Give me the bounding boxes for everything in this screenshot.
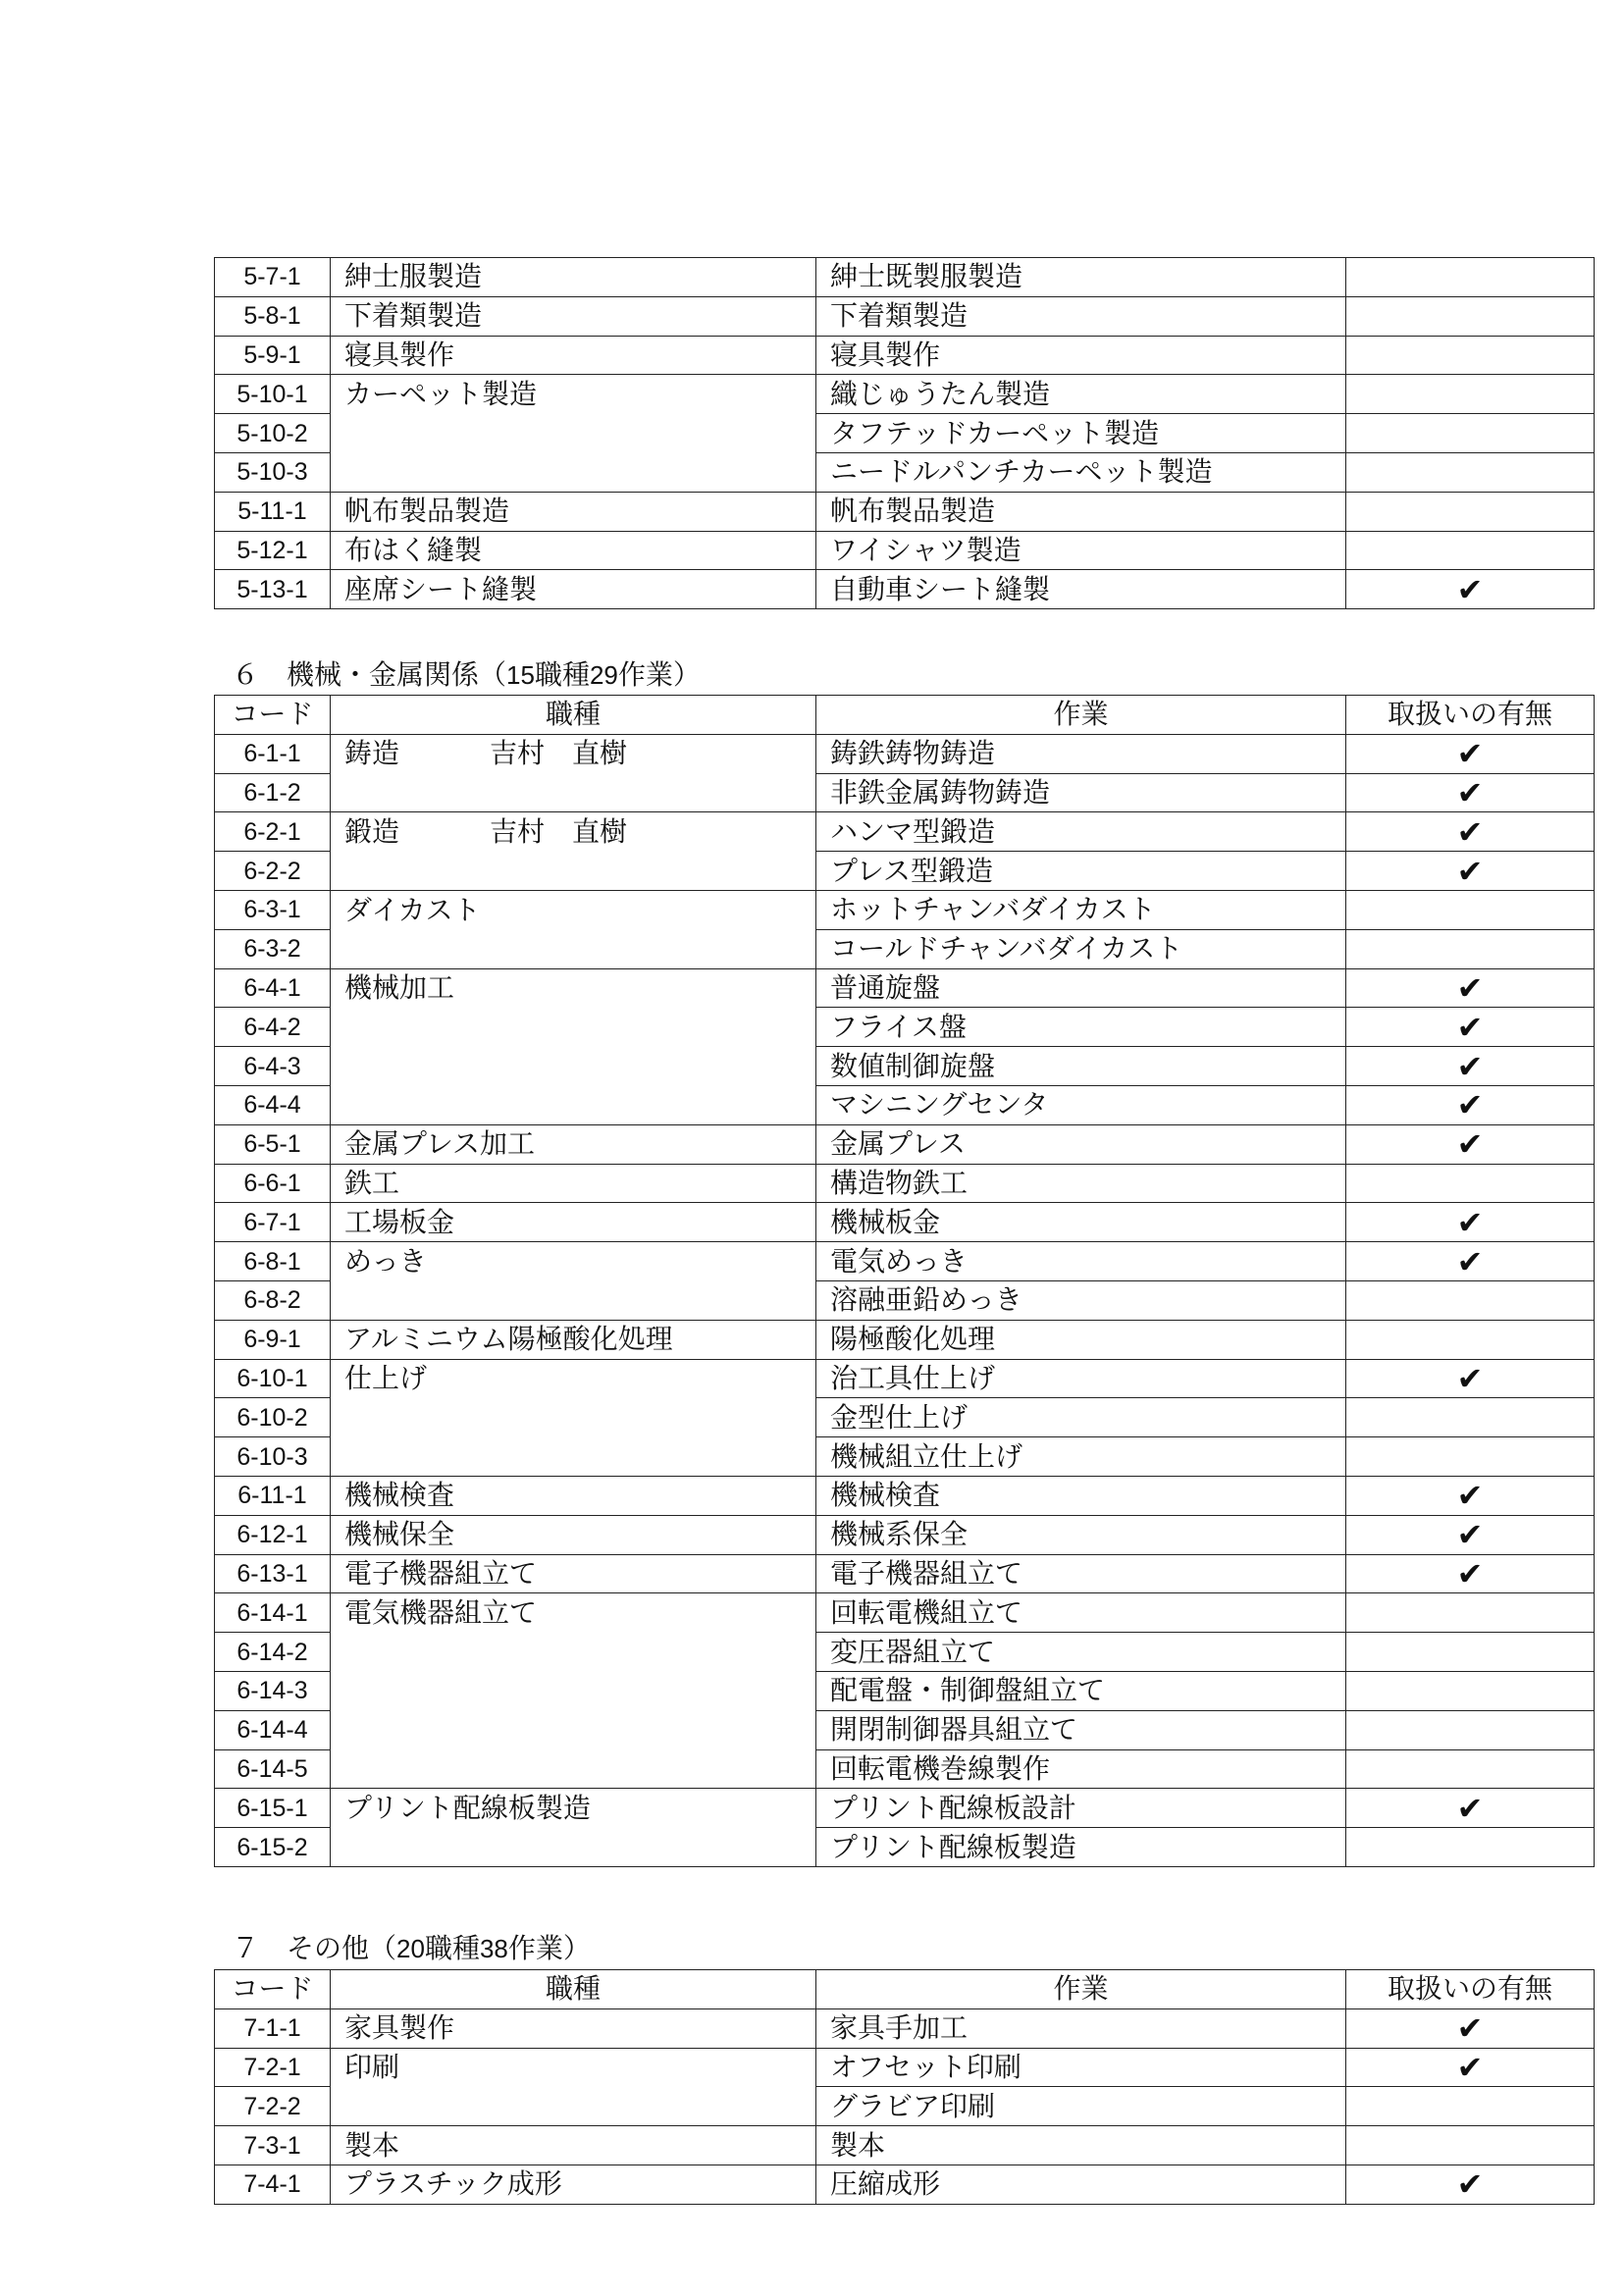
- header-job: 職種: [331, 1970, 816, 2009]
- work-cell: ニードルパンチカーペット製造: [816, 452, 1346, 492]
- check-cell: [1346, 2087, 1595, 2126]
- check-cell: [1346, 1633, 1595, 1672]
- job-name: 紳士服製造: [344, 260, 483, 293]
- code-cell: 6-10-2: [215, 1398, 331, 1437]
- code-cell: 6-4-2: [215, 1008, 331, 1047]
- check-cell: [1346, 1749, 1595, 1789]
- job-cell: [331, 2126, 816, 2165]
- work-cell: 家具手加工: [816, 2008, 1346, 2048]
- job-name: プラスチック成形: [344, 2167, 562, 2201]
- job-name: 鉄工: [344, 1166, 400, 1199]
- check-cell: [1346, 890, 1595, 929]
- work-cell: 機械検査: [816, 1476, 1346, 1515]
- check-mark-icon: ✔: [1456, 852, 1484, 890]
- table-row: [215, 414, 1595, 453]
- table-row: [215, 1242, 1595, 1281]
- header-job: 職種: [331, 696, 816, 735]
- check-mark-icon: ✔: [1456, 735, 1484, 773]
- table-row: [215, 336, 1595, 375]
- work-cell: 製本: [816, 2126, 1346, 2165]
- code-cell: 5-9-1: [215, 336, 331, 375]
- work-cell: 治工具仕上げ: [816, 1359, 1346, 1398]
- job-name: 機械保全: [344, 1518, 455, 1551]
- check-mark-icon: ✔: [1456, 968, 1484, 1007]
- code-cell: 7-1-1: [215, 2008, 331, 2048]
- section6-rows: [215, 734, 1595, 1866]
- table-row: [215, 852, 1595, 891]
- table-row: [215, 1124, 1595, 1164]
- job-cell: [331, 1671, 816, 1710]
- job-name: 布はく縫製: [344, 533, 483, 566]
- table-row: [215, 1164, 1595, 1203]
- job-cell: [331, 1203, 816, 1242]
- job-cell: [331, 1633, 816, 1672]
- work-cell: 下着類製造: [816, 296, 1346, 336]
- check-mark-icon: ✔: [1456, 1359, 1484, 1397]
- check-cell: [1346, 296, 1595, 336]
- job-cell: [331, 1124, 816, 1164]
- section7-heading: [232, 1931, 591, 1966]
- table-row: [215, 1320, 1595, 1359]
- code-cell: 6-5-1: [215, 1124, 331, 1164]
- job-name: 電気機器組立て: [344, 1595, 538, 1629]
- section7-heading-suffix: 作業）: [507, 1932, 591, 1964]
- table-row: [215, 812, 1595, 852]
- code-cell: 6-2-2: [215, 852, 331, 891]
- check-cell: [1346, 1437, 1595, 1477]
- section7-heading-prefix: ７ その他（: [232, 1932, 397, 1964]
- code-cell: 5-10-3: [215, 452, 331, 492]
- job-cell: [331, 2048, 816, 2087]
- check-cell: [1346, 734, 1595, 773]
- header-code: コード: [215, 696, 331, 735]
- work-cell: 鋳鉄鋳物鋳造: [816, 734, 1346, 773]
- code-cell: 6-4-3: [215, 1047, 331, 1086]
- work-cell: マシニングセンタ: [816, 1085, 1346, 1124]
- table-row: [215, 1047, 1595, 1086]
- header-work: 作業: [816, 696, 1346, 735]
- code-cell: 7-3-1: [215, 2126, 331, 2165]
- code-cell: 7-2-1: [215, 2048, 331, 2087]
- job-name: 工場板金: [344, 1205, 455, 1238]
- table-row: [215, 375, 1595, 414]
- job-cell: [331, 258, 816, 297]
- work-cell: 寝具製作: [816, 336, 1346, 375]
- job-cell: [331, 1749, 816, 1789]
- code-cell: 6-12-1: [215, 1515, 331, 1554]
- work-cell: オフセット印刷: [816, 2048, 1346, 2087]
- check-mark-icon: ✔: [1456, 773, 1484, 811]
- check-cell: [1346, 1359, 1595, 1398]
- work-cell: プレス型鍛造: [816, 852, 1346, 891]
- work-cell: コールドチャンバダイカスト: [816, 929, 1346, 968]
- check-mark-icon: ✔: [1456, 1516, 1484, 1554]
- table-row: [215, 1515, 1595, 1554]
- check-cell: [1346, 2165, 1595, 2204]
- check-cell: [1346, 2126, 1595, 2165]
- check-cell: [1346, 336, 1595, 375]
- work-cell: 電気めっき: [816, 1242, 1346, 1281]
- check-cell: [1346, 1164, 1595, 1203]
- table-row: [215, 1476, 1595, 1515]
- code-cell: 6-11-1: [215, 1476, 331, 1515]
- code-cell: 6-14-3: [215, 1671, 331, 1710]
- work-cell: 圧縮成形: [816, 2165, 1346, 2204]
- check-mark-icon: ✔: [1456, 1477, 1484, 1515]
- job-name: アルミニウム陽極酸化処理: [344, 1323, 673, 1356]
- table-row: [215, 1398, 1595, 1437]
- check-cell: [1346, 1593, 1595, 1633]
- work-cell: 織じゅうたん製造: [816, 375, 1346, 414]
- check-mark-icon: ✔: [1456, 812, 1484, 851]
- check-mark-icon: ✔: [1456, 570, 1484, 608]
- code-cell: 6-2-1: [215, 812, 331, 852]
- check-cell: [1346, 1828, 1595, 1867]
- check-cell: [1346, 852, 1595, 891]
- check-cell: [1346, 2008, 1595, 2048]
- table-row: [215, 2165, 1595, 2204]
- section6-heading-num: 15: [506, 660, 535, 690]
- job-cell: [331, 1164, 816, 1203]
- header-work: 作業: [816, 1970, 1346, 2009]
- table-row: [215, 1593, 1595, 1633]
- work-cell: タフテッドカーペット製造: [816, 414, 1346, 453]
- job-cell: [331, 890, 816, 929]
- code-cell: 6-15-2: [215, 1828, 331, 1867]
- work-cell: 構造物鉄工: [816, 1164, 1346, 1203]
- work-cell: 紳士既製服製造: [816, 258, 1346, 297]
- job-name: 機械加工: [344, 971, 455, 1005]
- person-name: 吉村 直樹: [490, 815, 628, 849]
- job-cell: [331, 1593, 816, 1633]
- code-cell: 7-2-2: [215, 2087, 331, 2126]
- header-handling: 取扱いの有無: [1346, 696, 1595, 735]
- check-cell: [1346, 1515, 1595, 1554]
- table-row: [215, 773, 1595, 812]
- job-cell: [331, 929, 816, 968]
- code-cell: 6-10-3: [215, 1437, 331, 1477]
- job-cell: [331, 1398, 816, 1437]
- table-row: [215, 1280, 1595, 1320]
- table-row: [215, 2048, 1595, 2087]
- check-cell: [1346, 929, 1595, 968]
- table-row: [215, 1008, 1595, 1047]
- work-cell: プリント配線板設計: [816, 1789, 1346, 1828]
- code-cell: 5-8-1: [215, 296, 331, 336]
- work-cell: フライス盤: [816, 1008, 1346, 1047]
- job-cell: [331, 1437, 816, 1477]
- job-cell: [331, 2008, 816, 2048]
- section7-heading-mid: 職種: [424, 1932, 480, 1964]
- check-cell: [1346, 1242, 1595, 1281]
- table-row: [215, 258, 1595, 297]
- table-row: [215, 1633, 1595, 1672]
- check-cell: [1346, 1476, 1595, 1515]
- code-cell: 5-12-1: [215, 531, 331, 570]
- job-cell: [331, 1047, 816, 1086]
- job-cell: [331, 1554, 816, 1593]
- check-cell: [1346, 1085, 1595, 1124]
- work-cell: 回転電機組立て: [816, 1593, 1346, 1633]
- table-row: [215, 968, 1595, 1008]
- check-cell: [1346, 1280, 1595, 1320]
- table-row: [215, 1085, 1595, 1124]
- work-cell: 変圧器組立て: [816, 1633, 1346, 1672]
- check-mark-icon: ✔: [1456, 2165, 1484, 2204]
- work-cell: 普通旋盤: [816, 968, 1346, 1008]
- job-cell: [331, 531, 816, 570]
- code-cell: 6-4-4: [215, 1085, 331, 1124]
- job-name: 下着類製造: [344, 299, 483, 333]
- job-name: ダイカスト: [344, 893, 481, 926]
- check-cell: [1346, 968, 1595, 1008]
- check-cell: [1346, 1554, 1595, 1593]
- code-cell: 5-13-1: [215, 570, 331, 609]
- table-row: [215, 492, 1595, 531]
- job-name: プリント配線板製造: [344, 1791, 591, 1824]
- work-cell: 溶融亜鉛めっき: [816, 1280, 1346, 1320]
- table-row: [215, 2087, 1595, 2126]
- code-cell: 7-4-1: [215, 2165, 331, 2204]
- check-mark-icon: ✔: [1456, 1203, 1484, 1241]
- check-cell: [1346, 1671, 1595, 1710]
- table-row: [215, 296, 1595, 336]
- check-cell: [1346, 2048, 1595, 2087]
- table-row: [215, 929, 1595, 968]
- code-cell: 6-3-1: [215, 890, 331, 929]
- section6-heading-mid: 職種: [534, 658, 590, 691]
- job-cell: [331, 1008, 816, 1047]
- work-cell: 金型仕上げ: [816, 1398, 1346, 1437]
- job-name: 仕上げ: [344, 1362, 428, 1395]
- code-cell: 6-14-4: [215, 1710, 331, 1749]
- job-cell: [331, 296, 816, 336]
- check-cell: [1346, 531, 1595, 570]
- job-cell: [331, 812, 816, 852]
- code-cell: 6-15-1: [215, 1789, 331, 1828]
- check-cell: [1346, 414, 1595, 453]
- code-cell: 6-10-1: [215, 1359, 331, 1398]
- code-cell: 6-6-1: [215, 1164, 331, 1203]
- table-row: [215, 452, 1595, 492]
- table-row: [215, 1554, 1595, 1593]
- code-cell: 6-3-2: [215, 929, 331, 968]
- check-cell: [1346, 1320, 1595, 1359]
- work-cell: 機械組立仕上げ: [816, 1437, 1346, 1477]
- check-cell: [1346, 570, 1595, 609]
- section7-heading-num2: 38: [479, 1934, 508, 1963]
- section5-rows: [215, 258, 1595, 609]
- check-cell: [1346, 258, 1595, 297]
- check-mark-icon: ✔: [1456, 1242, 1484, 1280]
- header-handling: 取扱いの有無: [1346, 1970, 1595, 2009]
- job-cell: [331, 452, 816, 492]
- job-name: 鍛造: [344, 815, 400, 849]
- work-cell: 電子機器組立て: [816, 1554, 1346, 1593]
- job-cell: [331, 1476, 816, 1515]
- work-cell: 機械板金: [816, 1203, 1346, 1242]
- work-cell: 自動車シート縫製: [816, 570, 1346, 609]
- person-name: 吉村 直樹: [490, 737, 628, 770]
- work-cell: ワイシャツ製造: [816, 531, 1346, 570]
- code-cell: 6-14-5: [215, 1749, 331, 1789]
- table-header-row: [215, 1970, 1595, 2009]
- header-code: コード: [215, 1970, 331, 2009]
- work-cell: プリント配線板製造: [816, 1828, 1346, 1867]
- check-cell: [1346, 812, 1595, 852]
- work-cell: 開閉制御器具組立て: [816, 1710, 1346, 1749]
- check-mark-icon: ✔: [1456, 2048, 1484, 2086]
- job-name: 製本: [344, 2128, 400, 2162]
- check-cell: [1346, 1008, 1595, 1047]
- section6-heading-num2: 29: [589, 660, 618, 690]
- job-cell: [331, 492, 816, 531]
- code-cell: 5-10-2: [215, 414, 331, 453]
- job-cell: [331, 968, 816, 1008]
- job-cell: [331, 1359, 816, 1398]
- check-cell: [1346, 1789, 1595, 1828]
- code-cell: 6-1-2: [215, 773, 331, 812]
- check-cell: [1346, 1203, 1595, 1242]
- work-cell: 帆布製品製造: [816, 492, 1346, 531]
- work-cell: 陽極酸化処理: [816, 1320, 1346, 1359]
- code-cell: 6-13-1: [215, 1554, 331, 1593]
- check-mark-icon: ✔: [1456, 2009, 1484, 2048]
- check-cell: [1346, 452, 1595, 492]
- check-mark-icon: ✔: [1456, 1554, 1484, 1592]
- code-cell: 6-1-1: [215, 734, 331, 773]
- check-cell: [1346, 1124, 1595, 1164]
- table-row: [215, 570, 1595, 609]
- code-cell: 6-7-1: [215, 1203, 331, 1242]
- section7-heading-num: 20: [396, 1934, 425, 1963]
- check-mark-icon: ✔: [1456, 1086, 1484, 1124]
- job-name: カーペット製造: [344, 378, 538, 411]
- job-name: 家具製作: [344, 2011, 455, 2045]
- work-cell: 回転電機巻線製作: [816, 1749, 1346, 1789]
- table-row: [215, 1710, 1595, 1749]
- table-row: [215, 1203, 1595, 1242]
- job-name: 座席シート縫製: [344, 572, 538, 605]
- job-name: 金属プレス加工: [344, 1127, 536, 1161]
- section5-table: [214, 257, 1595, 609]
- check-cell: [1346, 492, 1595, 531]
- check-cell: [1346, 1398, 1595, 1437]
- section6-heading-suffix: 作業）: [617, 658, 701, 691]
- job-cell: [331, 336, 816, 375]
- code-cell: 5-7-1: [215, 258, 331, 297]
- job-name: 鋳造: [344, 737, 400, 770]
- job-name: めっき: [344, 1244, 427, 1278]
- table-row: [215, 2008, 1595, 2048]
- check-mark-icon: ✔: [1456, 1047, 1484, 1085]
- section6-heading: [232, 657, 701, 693]
- check-cell: [1346, 773, 1595, 812]
- job-cell: [331, 375, 816, 414]
- table-row: [215, 1828, 1595, 1867]
- job-cell: [331, 414, 816, 453]
- work-cell: 配電盤・制御盤組立て: [816, 1671, 1346, 1710]
- code-cell: 6-9-1: [215, 1320, 331, 1359]
- job-name: 機械検査: [344, 1479, 455, 1512]
- work-cell: 機械系保全: [816, 1515, 1346, 1554]
- section7-table: [214, 1969, 1595, 2205]
- table-row: [215, 1359, 1595, 1398]
- table-row: [215, 1671, 1595, 1710]
- work-cell: グラビア印刷: [816, 2087, 1346, 2126]
- section6-heading-prefix: ６ 機械・金属関係（: [232, 658, 507, 691]
- check-cell: [1346, 375, 1595, 414]
- code-cell: 6-8-1: [215, 1242, 331, 1281]
- code-cell: 6-14-1: [215, 1593, 331, 1633]
- check-mark-icon: ✔: [1456, 1789, 1484, 1827]
- code-cell: 6-14-2: [215, 1633, 331, 1672]
- job-cell: [331, 852, 816, 891]
- table-row: [215, 531, 1595, 570]
- job-cell: [331, 1320, 816, 1359]
- job-cell: [331, 570, 816, 609]
- code-cell: 6-4-1: [215, 968, 331, 1008]
- job-cell: [331, 1515, 816, 1554]
- job-cell: [331, 1828, 816, 1867]
- job-cell: [331, 2087, 816, 2126]
- job-cell: [331, 1789, 816, 1828]
- table-row: [215, 734, 1595, 773]
- check-cell: [1346, 1047, 1595, 1086]
- job-cell: [331, 1242, 816, 1281]
- job-cell: [331, 1710, 816, 1749]
- job-name: 寝具製作: [344, 338, 455, 371]
- table-row: [215, 2126, 1595, 2165]
- table-row: [215, 1749, 1595, 1789]
- code-cell: 6-8-2: [215, 1280, 331, 1320]
- job-cell: [331, 734, 816, 773]
- work-cell: ハンマ型鍛造: [816, 812, 1346, 852]
- check-mark-icon: ✔: [1456, 1008, 1484, 1046]
- section6-table: [214, 695, 1595, 1867]
- table-row: [215, 1437, 1595, 1477]
- check-mark-icon: ✔: [1456, 1125, 1484, 1164]
- job-cell: [331, 773, 816, 812]
- table-row: [215, 890, 1595, 929]
- code-cell: 5-10-1: [215, 375, 331, 414]
- job-name: 帆布製品製造: [344, 495, 510, 528]
- work-cell: 非鉄金属鋳物鋳造: [816, 773, 1346, 812]
- check-cell: [1346, 1710, 1595, 1749]
- table-header-row: [215, 696, 1595, 735]
- job-name: 電子機器組立て: [344, 1556, 538, 1590]
- section7-rows: [215, 2008, 1595, 2204]
- job-cell: [331, 1085, 816, 1124]
- table-row: [215, 1789, 1595, 1828]
- job-cell: [331, 1280, 816, 1320]
- code-cell: 5-11-1: [215, 492, 331, 531]
- work-cell: 金属プレス: [816, 1124, 1346, 1164]
- job-cell: [331, 2165, 816, 2204]
- job-name: 印刷: [344, 2051, 400, 2084]
- work-cell: ホットチャンバダイカスト: [816, 890, 1346, 929]
- work-cell: 数値制御旋盤: [816, 1047, 1346, 1086]
